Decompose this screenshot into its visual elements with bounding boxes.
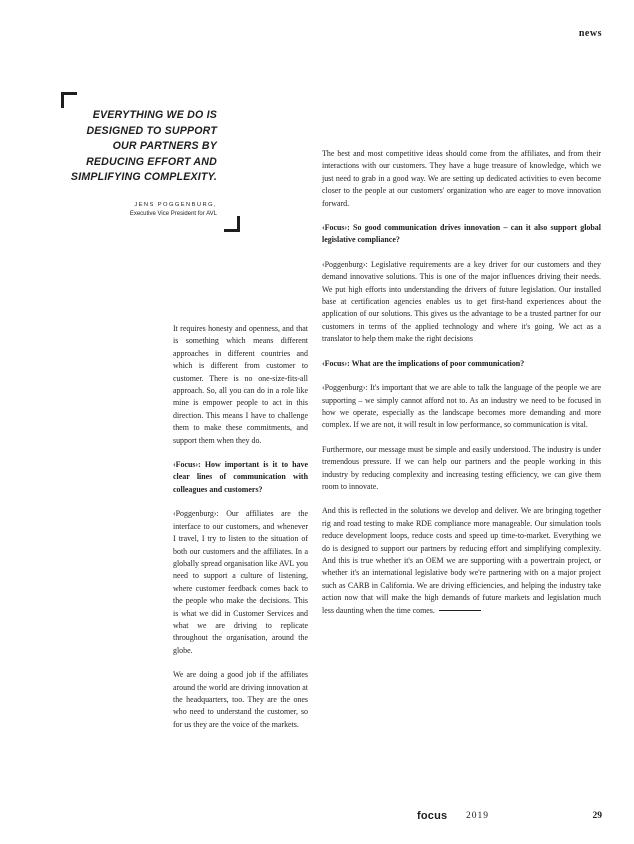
page-number: 29	[592, 811, 602, 821]
closing-text: And this is reflected in the solutions we develop and deliver. We are bringing together rig and road testing to make RDE compliance more manageable. Our simulation tools reduce development loops, reduce costs and speed up time-to-market. Everything we do is designed to support our partners by reducing effort and simplifying complexity. And this is true whether it's an OEM we are supporting with a powertrain project, or whether it's an international legislative body we're partnering with on a major project such as CARB in California. We are driving efficiencies, and helping the industry take action now that will make the high demands of future markets and legislation much less daunting when the time comes.	[322, 506, 601, 615]
body-paragraph: We are doing a good job if the affiliates around the world are driving innovation at the headquarters, too. They are the ones who need to understand the customer, so for us they are the voice of the markets.	[173, 670, 308, 729]
end-of-article-rule	[439, 610, 481, 611]
quote-bracket-top-left	[61, 92, 77, 108]
quote-author: JENS POGGENBURG,	[134, 202, 217, 208]
pull-quote: EVERYTHING WE DO IS DESIGNED TO SUPPORT OUR PARTNERS BY REDUCING EFFORT AND SIMPLIFYING COMPLEXITY.	[70, 109, 217, 183]
interview-answer: ‹Poggenburg›: Legislative requirements are a key driver for our customers and they demand innovative solutions. This is one of the major influences driving their needs. We put high efforts into understanding the drivers of future legislation. Our installed base at certification agencies enables us to get first-hand experiences about the application of our solutions. This gives us the advantage to be a trusted partner for our customers in terms of the applied technology and where it's going. We act as a translator to help them make the right decisions	[322, 259, 601, 344]
interview-answer: ‹Poggenburg›: Our affiliates are the interface to our customers, and whenever I travel, I try to listen to the situation of both our customers and the affiliates. In a globally spread organisation like AVL you need to support a culture of listening, where customer feedback comes back to the people who make the decisions. This is what we did in Customer Services and what we are driving to replicate throughout the organisation, around the globe.	[173, 509, 308, 655]
interview-question: ‹Focus›: How important is it to have clear lines of communication with colleagues and customers?	[173, 460, 308, 494]
section-label: news	[578, 28, 602, 39]
footer-year: 2019	[466, 811, 489, 821]
interview-answer: ‹Poggenburg›: It's important that we are able to talk the language of the people we are supporting – we simply cannot afford not to. As an industry we need to be focused in how we operate, especially as the landscape becomes more demanding and more complex. If we are not, it will result in low performance, so communication is vital.	[322, 383, 601, 430]
quote-author-role: Executive Vice President for AVL	[129, 211, 217, 217]
right-column	[322, 148, 601, 629]
interview-question: ‹Focus›: So good communication drives innovation – can it also support global legislative compliance?	[322, 223, 601, 245]
body-paragraph: It requires honesty and openness, and that is something which means different approaches in different countries and which is different from customer to customer. There is no one-size-fits-all approach. So, all you can do in a role like mine is empower people to act in this direction. This means I have to challenge them to make these commitments, and support them when they do.	[173, 324, 308, 445]
body-paragraph: The best and most competitive ideas should come from the affiliates, and from their interactions with our customers. They have a huge treasure of knowledge, which we just need to grab in a good way. We are setting up dedicated activities to even become closer to the people at our customers' organization who are eager to move innovation forward.	[322, 149, 601, 208]
footer-brand: focus	[417, 810, 448, 822]
interview-question: ‹Focus›: What are the implications of poor communication?	[322, 358, 525, 368]
closing-paragraph	[322, 505, 601, 617]
quote-bracket-bottom-right	[224, 216, 240, 232]
body-paragraph: Furthermore, our message must be simple and easily understood. The industry is under tremendous pressure. If we can help our partners and the people working in this industry by reducing complexity and increasing testing efficiency, we can give them room to innovate.	[322, 444, 601, 491]
left-column	[173, 323, 308, 743]
